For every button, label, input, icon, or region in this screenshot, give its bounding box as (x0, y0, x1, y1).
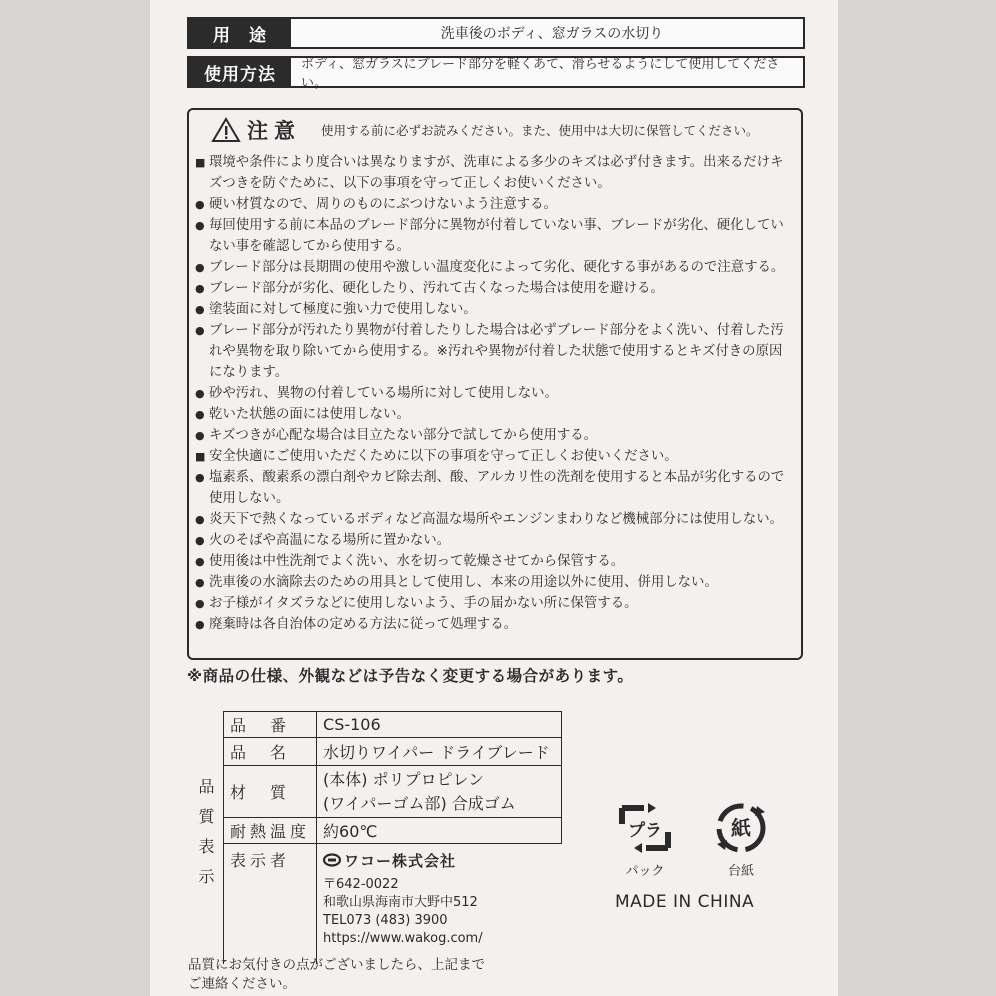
material-rubber: (ワイパーゴム部) 合成ゴム (323, 793, 516, 813)
caution-item-mark: ■ (195, 156, 206, 169)
contact-note-line1: 品質にお気付きの点がございましたら、上記まで (188, 957, 485, 973)
caution-item-text: 硬い材質なので、周りのものにぶつけないよう注意する。 (209, 197, 557, 212)
recycle-paper-icon (710, 800, 772, 856)
caution-item-text: 塗装面に対して極度に強い力で使用しない。 (209, 302, 477, 317)
spec-value-material (317, 766, 562, 818)
spec-label-number: 品 番 (224, 712, 317, 738)
phone: TEL073 (483) 3900 (323, 913, 448, 928)
quality-label-table (188, 711, 562, 964)
caution-item-mark: ■ (195, 450, 206, 463)
recycle-plastic-label: パック (625, 864, 665, 879)
caution-item (195, 509, 791, 530)
caution-item (195, 404, 791, 425)
caution-item-mark: ● (195, 387, 205, 400)
caution-item-mark: ● (195, 303, 205, 316)
caution-item (195, 152, 791, 194)
caution-title: 注意 (247, 119, 301, 143)
spec-label-heat: 耐熱温度 (224, 818, 317, 844)
caution-item-text: 廃棄時は各自治体の定める方法に従って処理する。 (209, 617, 517, 632)
caution-item (195, 383, 791, 404)
company-name: ワコー株式会社 (344, 851, 457, 870)
address: 和歌山県海南市大野中512 (323, 895, 478, 910)
quality-label-heading: 品質表示 (188, 712, 224, 964)
caution-list (195, 152, 791, 635)
caution-item-text: 乾いた状態の面には使用しない。 (209, 407, 410, 422)
caution-item (195, 614, 791, 635)
caution-item-mark: ● (195, 261, 205, 274)
caution-item-text: 環境や条件により度合いは異なりますが、洗車による多少のキズは必ず付きます。出来るだけキズつきを防ぐために、以下の事項を守って正しくお使いください。 (209, 155, 784, 191)
recycle-plastic-icon (614, 800, 676, 856)
caution-item (195, 467, 791, 509)
recycle-plastic-symbol: プラ (628, 821, 662, 841)
caution-intro: 使用する前に必ずお読みください。また、使用中は大切に保管してください。 (321, 123, 759, 138)
caution-item-text: 安全快適にご使用いただくために以下の事項を守って正しくお使いください。 (209, 449, 678, 464)
caution-item-mark: ● (195, 324, 205, 337)
spec-label-labeler: 表示者 (224, 844, 317, 964)
caution-item-text: ブレード部分が劣化、硬化したり、汚れて古くなった場合は使用を避ける。 (209, 281, 664, 296)
caution-item-mark: ● (195, 513, 205, 526)
caution-item-mark: ● (195, 282, 205, 295)
caution-item-text: お子様がイタズラなどに使用しないよう、手の届かない所に保管する。 (209, 596, 638, 611)
spec-value-number: CS-106 (317, 712, 562, 738)
contact-note (188, 956, 485, 994)
usage-text: 洗車後のボディ、窓ガラスの水切り (440, 26, 664, 42)
caution-item-mark: ● (195, 429, 205, 442)
recycle-paper-label: 台紙 (727, 864, 754, 879)
caution-item-mark: ● (195, 198, 205, 211)
caution-item (195, 320, 791, 383)
caution-item-mark: ● (195, 576, 205, 589)
caution-item (195, 257, 791, 278)
company-logo (323, 848, 556, 872)
caution-item-text: 砂や汚れ、異物の付着している場所に対して使用しない。 (209, 386, 558, 401)
website: https://www.wakog.com/ (323, 931, 483, 946)
caution-item-text: キズつきが心配な場合は目立たない部分で試してから使用する。 (209, 428, 598, 443)
caution-item-mark: ● (195, 555, 205, 568)
caution-box (187, 108, 803, 660)
country-of-origin: MADE IN CHINA (615, 892, 755, 912)
caution-header (211, 116, 791, 144)
plastic-recycle-mark (612, 800, 678, 879)
caution-item-mark: ● (195, 597, 205, 610)
paper-recycle-mark (708, 800, 774, 879)
caution-item (195, 425, 791, 446)
contact-note-line2: ご連絡ください。 (188, 976, 296, 992)
caution-item (195, 215, 791, 257)
caution-item-mark: ● (195, 618, 205, 631)
spec-change-note: ※商品の仕様、外観などは予告なく変更する場合があります。 (187, 667, 634, 685)
caution-item-text: ブレード部分が汚れたり異物が付着したりした場合は必ずブレード部分をよく洗い、付着した汚れや異物を取り除いてから使用する。※汚れや異物が付着した状態で使用するとキズ付きの原因になります。 (209, 323, 784, 380)
caution-item-mark: ● (195, 408, 205, 421)
caution-item (195, 530, 791, 551)
caution-item-text: 洗車後の水滴除去のための用具として使用し、本来の用途以外に使用、併用しない。 (209, 575, 718, 590)
caution-item-mark: ● (195, 471, 205, 484)
recycle-paper-symbol: 紙 (731, 816, 751, 840)
caution-item-mark: ● (195, 534, 205, 547)
spec-label-name: 品 名 (224, 738, 317, 766)
spec-value-labeler (317, 844, 562, 964)
postal-code: 〒642-0022 (323, 877, 399, 892)
caution-item-text: 火のそばや高温になる場所に置かない。 (209, 533, 451, 548)
method-row (187, 56, 805, 91)
warning-icon (211, 117, 241, 143)
method-text: ボディ、窓ガラスにブレード部分を軽くあて、滑らせるようにして使用してください。 (301, 57, 780, 91)
caution-item (195, 299, 791, 320)
caution-item (195, 446, 791, 467)
material-body: (本体) ポリプロピレン (323, 769, 485, 789)
method-label: 使用方法 (189, 58, 291, 86)
caution-item (195, 572, 791, 593)
caution-item (195, 278, 791, 299)
spec-label-material: 材 質 (224, 766, 317, 818)
caution-item-text: 使用後は中性洗剤でよく洗い、水を切って乾燥させてから保管する。 (209, 554, 625, 569)
spec-value-heat: 約60℃ (317, 818, 562, 844)
usage-row (187, 17, 805, 49)
caution-item-text: 炎天下で熱くなっているボディなど高温な場所やエンジンまわりなど機械部分には使用しない。 (209, 512, 784, 527)
caution-item-text: 毎回使用する前に本品のブレード部分に異物が付着していない事、ブレードが劣化、硬化していない事を確認してから使用する。 (209, 218, 784, 254)
caution-item-text: ブレード部分は長期間の使用や激しい温度変化によって劣化、硬化する事があるので注意する。 (209, 260, 785, 275)
caution-item-text: 塩素系、酸素系の漂白剤やカビ除去剤、酸、アルカリ性の洗剤を使用すると本品が劣化するので使用しない。 (209, 470, 785, 506)
caution-item (195, 194, 791, 215)
usage-label: 用 途 (189, 19, 291, 47)
spec-value-name: 水切りワイパー ドライブレード (317, 738, 562, 766)
caution-item (195, 551, 791, 572)
caution-item (195, 593, 791, 614)
caution-item-mark: ● (195, 219, 205, 232)
wakog-logo-icon (323, 853, 341, 867)
